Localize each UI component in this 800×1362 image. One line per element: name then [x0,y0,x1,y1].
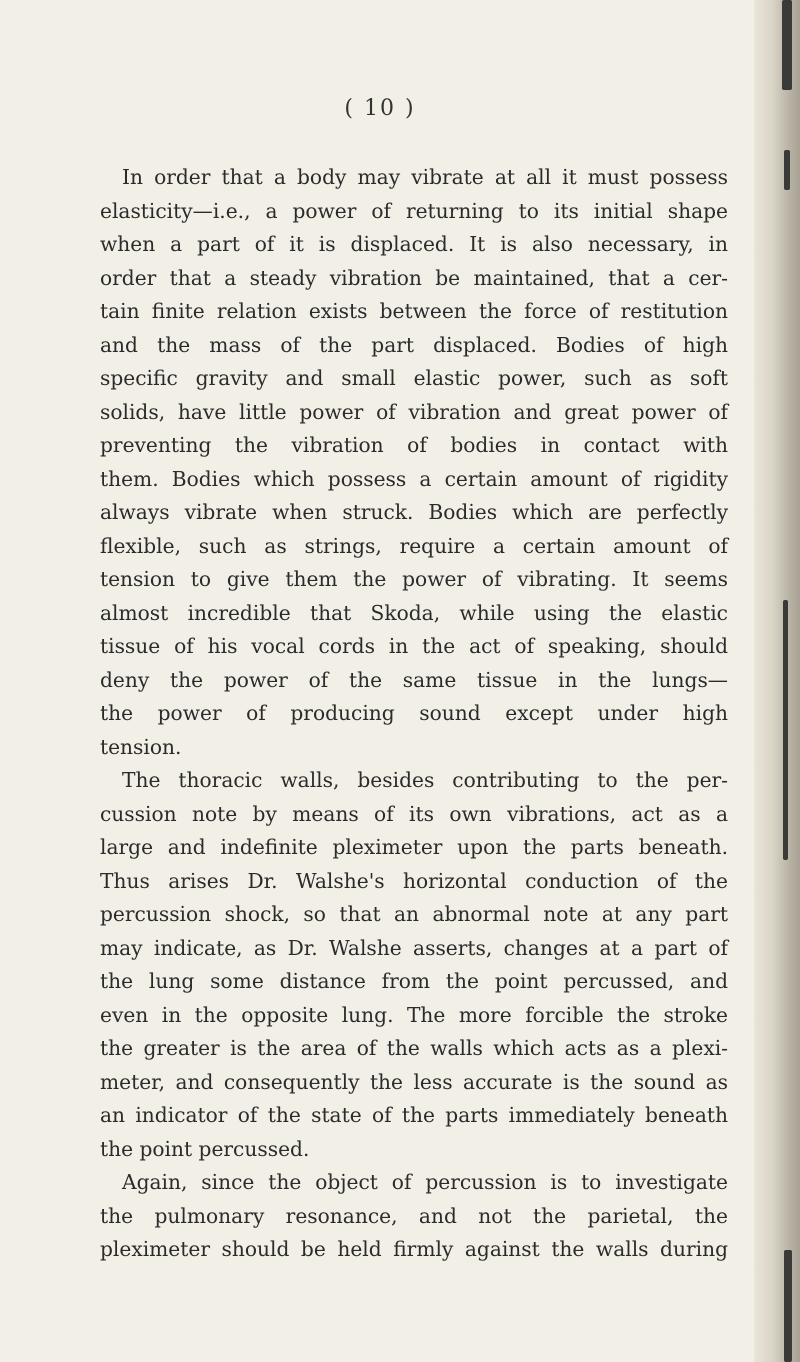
text-line: always vibrate when struck. Bodies which are perfectly [100,500,728,524]
text-line: In order that a body may vibrate at all it must possess [122,165,728,189]
text-line: the point percussed. [100,1136,310,1161]
text-line: order that a steady vibration be maintained, that a cer- [100,265,728,290]
text-line: tissue of his vocal cords in the act of speaking, should [100,634,728,658]
text-line: the greater is the area of the walls which acts as a plexi- [100,1036,728,1060]
text-line: solids, have little power of vibration and great power of [100,399,728,424]
text-line: almost incredible that Skoda, while using the elastic [100,600,728,625]
text-line: the pulmonary resonance, and not the parietal, the [100,1203,728,1228]
page-edge-shadow [754,0,800,1362]
text-line: cussion note by means of its own vibrations, act as a [100,801,728,826]
text-line: large and indefinite pleximeter upon the parts beneath. [100,835,728,859]
text-line: specific gravity and small elastic power, such as soft [100,366,728,390]
text-line: the lung some distance from the point percussed, and [100,969,728,993]
text-line: the power of producing sound except under high [100,701,728,725]
text-line: meter, and consequently the less accurate is the sound as [100,1069,728,1094]
text-line: preventing the vibration of bodies in contact with [100,433,728,457]
text-line: them. Bodies which possess a certain amount of rigidity [100,466,728,491]
text-line: elasticity—i.e., a power of returning to its initial shape [100,198,728,223]
binding-mark [783,600,788,860]
text-line: pleximeter should be held firmly against the walls during [100,1237,728,1261]
binding-mark [782,0,792,90]
text-line: deny the power of the same tissue in the lungs— [100,667,728,692]
text-line: an indicator of the state of the parts immediately beneath [100,1103,728,1127]
text-line: Again, since the object of percussion is to investigate [122,1170,728,1194]
binding-mark [784,1250,792,1362]
text-line: tension to give them the power of vibrating. It seems [100,567,728,591]
body-text [100,161,728,1267]
text-line: even in the opposite lung. The more forcible the stroke [100,1002,728,1027]
text-line: flexible, such as strings, require a certain amount of [100,533,728,558]
text-line: percussion shock, so that an abnormal note at any part [100,902,728,926]
text-line: when a part of it is displaced. It is also necessary, in [100,232,728,256]
text-line: may indicate, as Dr. Walshe asserts, changes at a part of [100,935,728,960]
page-number: ( 10 ) [344,96,416,121]
text-line: Thus arises Dr. Walshe's horizontal conduction of the [100,868,728,893]
binding-mark [784,150,790,190]
text-line: tension. [100,734,182,759]
text-line: The thoracic walls, besides contributing to the per- [122,768,728,792]
text-line: and the mass of the part displaced. Bodies of high [100,332,728,357]
text-line: tain finite relation exists between the force of restitution [100,299,728,323]
